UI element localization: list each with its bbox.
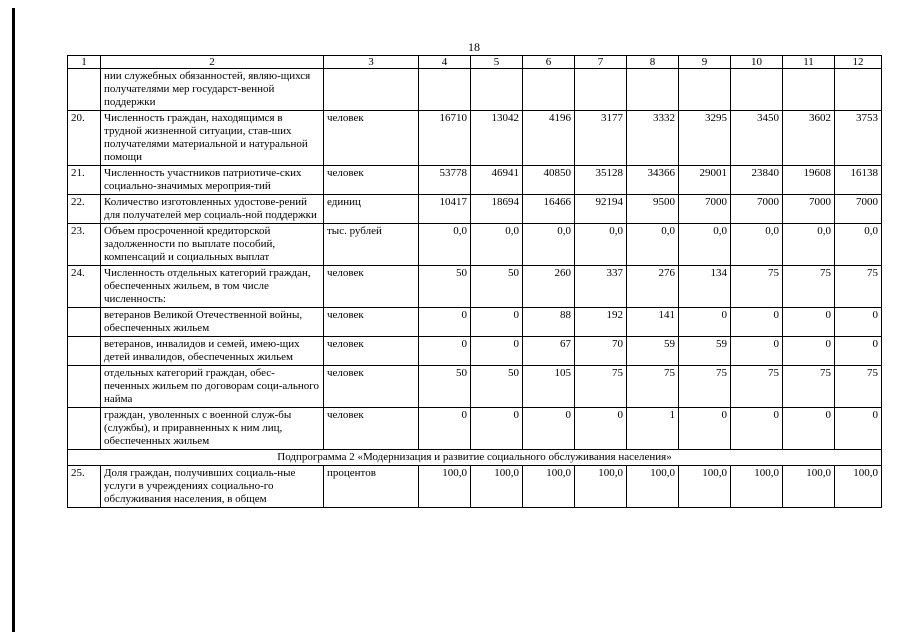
unit-cell: тыс. рублей: [324, 224, 419, 266]
header-cell: 8: [627, 56, 679, 69]
value-cell: 67: [523, 337, 575, 366]
value-cell: 0,0: [627, 224, 679, 266]
value-cell: 70: [575, 337, 627, 366]
value-cell: 46941: [471, 166, 523, 195]
value-cell: 23840: [731, 166, 783, 195]
table-row: [68, 408, 882, 450]
header-cell: 5: [471, 56, 523, 69]
value-cell: 0: [835, 337, 882, 366]
value-cell: 100,0: [835, 466, 882, 508]
value-cell: 7000: [783, 195, 835, 224]
value-cell: 75: [783, 366, 835, 408]
value-cell: 34366: [627, 166, 679, 195]
value-cell: 75: [835, 366, 882, 408]
value-cell: 75: [575, 366, 627, 408]
value-cell: 100,0: [419, 466, 471, 508]
row-number: [68, 308, 101, 337]
value-cell: [627, 69, 679, 111]
table-row: [68, 337, 882, 366]
table-row: [68, 69, 882, 111]
header-cell: 1: [68, 56, 101, 69]
value-cell: 0,0: [471, 224, 523, 266]
value-cell: 100,0: [523, 466, 575, 508]
value-cell: 0: [731, 337, 783, 366]
value-cell: 134: [679, 266, 731, 308]
indicator-name: Объем просроченной кредиторской задолженности по выплате пособий, компенсаций и социальных выплат: [101, 224, 324, 266]
subprogram-title: Подпрограмма 2 «Модернизация и развитие социального обслуживания населения»: [68, 450, 882, 466]
value-cell: 88: [523, 308, 575, 337]
value-cell: 276: [627, 266, 679, 308]
value-cell: 7000: [835, 195, 882, 224]
value-cell: 0,0: [523, 224, 575, 266]
header-cell: 2: [101, 56, 324, 69]
row-number: [68, 366, 101, 408]
row-number: 24.: [68, 266, 101, 308]
value-cell: 0,0: [679, 224, 731, 266]
row-number: 21.: [68, 166, 101, 195]
value-cell: 19608: [783, 166, 835, 195]
value-cell: 100,0: [731, 466, 783, 508]
table-row: [68, 224, 882, 266]
value-cell: 100,0: [575, 466, 627, 508]
unit-cell: [324, 69, 419, 111]
table-row: [68, 111, 882, 166]
value-cell: 13042: [471, 111, 523, 166]
value-cell: 0: [783, 308, 835, 337]
unit-cell: человек: [324, 337, 419, 366]
value-cell: 3177: [575, 111, 627, 166]
value-cell: [523, 69, 575, 111]
value-cell: 0: [419, 337, 471, 366]
value-cell: 75: [731, 266, 783, 308]
value-cell: [835, 69, 882, 111]
indicator-name: отдельных категорий граждан, обес-печенных жильем по договорам соци-ального найма: [101, 366, 324, 408]
unit-cell: человек: [324, 111, 419, 166]
header-cell: 10: [731, 56, 783, 69]
value-cell: 3295: [679, 111, 731, 166]
value-cell: 0: [419, 308, 471, 337]
table-header-row: [68, 56, 882, 69]
left-margin-bar: [12, 8, 15, 632]
value-cell: 260: [523, 266, 575, 308]
indicator-name: Численность участников патриотиче-ских социально-значимых мероприя-тий: [101, 166, 324, 195]
value-cell: 16466: [523, 195, 575, 224]
indicator-name: Численность граждан, находящимся в трудной жизненной ситуации, став-ших получателями материальной и натуральной помощи: [101, 111, 324, 166]
unit-cell: человек: [324, 408, 419, 450]
unit-cell: единиц: [324, 195, 419, 224]
row-number: 20.: [68, 111, 101, 166]
value-cell: 4196: [523, 111, 575, 166]
value-cell: 0: [783, 408, 835, 450]
value-cell: 0: [471, 308, 523, 337]
value-cell: 9500: [627, 195, 679, 224]
value-cell: 0: [471, 337, 523, 366]
table-row: [68, 266, 882, 308]
value-cell: 0,0: [783, 224, 835, 266]
row-number: [68, 337, 101, 366]
header-cell: 9: [679, 56, 731, 69]
value-cell: 35128: [575, 166, 627, 195]
value-cell: 1: [627, 408, 679, 450]
value-cell: 0,0: [731, 224, 783, 266]
table-row: [68, 308, 882, 337]
value-cell: 75: [627, 366, 679, 408]
header-cell: 3: [324, 56, 419, 69]
value-cell: 75: [679, 366, 731, 408]
value-cell: 0: [523, 408, 575, 450]
value-cell: 50: [471, 366, 523, 408]
value-cell: 50: [419, 266, 471, 308]
header-cell: 12: [835, 56, 882, 69]
unit-cell: процентов: [324, 466, 419, 508]
row-number: [68, 408, 101, 450]
row-number: 23.: [68, 224, 101, 266]
value-cell: 29001: [679, 166, 731, 195]
value-cell: [679, 69, 731, 111]
subprogram-row: [68, 450, 882, 466]
value-cell: 0,0: [419, 224, 471, 266]
indicator-name: Количество изготовленных удостове-рений для получателей мер социаль-ной поддержки: [101, 195, 324, 224]
value-cell: 53778: [419, 166, 471, 195]
value-cell: 0,0: [835, 224, 882, 266]
value-cell: 16710: [419, 111, 471, 166]
value-cell: 0: [783, 337, 835, 366]
value-cell: 7000: [679, 195, 731, 224]
indicator-name: нии служебных обязанностей, являю-щихся получателями мер государст-венной поддержки: [101, 69, 324, 111]
value-cell: 0: [731, 408, 783, 450]
value-cell: 100,0: [627, 466, 679, 508]
table-row: [68, 366, 882, 408]
page-number: 18: [468, 40, 480, 54]
indicator-name: Численность отдельных категорий граждан, обеспеченных жильем, в том числе численность:: [101, 266, 324, 308]
header-cell: 6: [523, 56, 575, 69]
indicator-name: ветеранов Великой Отечественной войны, обеспеченных жильем: [101, 308, 324, 337]
value-cell: 18694: [471, 195, 523, 224]
row-number: [68, 69, 101, 111]
header-cell: 7: [575, 56, 627, 69]
value-cell: 0: [575, 408, 627, 450]
unit-cell: человек: [324, 266, 419, 308]
value-cell: 3450: [731, 111, 783, 166]
value-cell: 59: [627, 337, 679, 366]
value-cell: [575, 69, 627, 111]
value-cell: 75: [731, 366, 783, 408]
value-cell: 3332: [627, 111, 679, 166]
value-cell: 100,0: [471, 466, 523, 508]
value-cell: 40850: [523, 166, 575, 195]
value-cell: 92194: [575, 195, 627, 224]
value-cell: 75: [783, 266, 835, 308]
value-cell: 192: [575, 308, 627, 337]
value-cell: 100,0: [679, 466, 731, 508]
value-cell: 3753: [835, 111, 882, 166]
unit-cell: человек: [324, 366, 419, 408]
value-cell: 16138: [835, 166, 882, 195]
unit-cell: человек: [324, 166, 419, 195]
value-cell: 0,0: [575, 224, 627, 266]
value-cell: 0: [835, 308, 882, 337]
value-cell: 50: [471, 266, 523, 308]
value-cell: [783, 69, 835, 111]
value-cell: 100,0: [783, 466, 835, 508]
value-cell: [471, 69, 523, 111]
value-cell: 59: [679, 337, 731, 366]
indicator-name: ветеранов, инвалидов и семей, имею-щих детей инвалидов, обеспеченных жильем: [101, 337, 324, 366]
value-cell: 337: [575, 266, 627, 308]
indicator-name: граждан, уволенных с военной служ-бы (службы), и приравненных к ним лиц, обеспеченных жильем: [101, 408, 324, 450]
row-number: 22.: [68, 195, 101, 224]
value-cell: 0: [471, 408, 523, 450]
value-cell: 0: [419, 408, 471, 450]
value-cell: 0: [679, 408, 731, 450]
value-cell: 0: [835, 408, 882, 450]
value-cell: 50: [419, 366, 471, 408]
table-row: [68, 195, 882, 224]
value-cell: [731, 69, 783, 111]
indicator-name: Доля граждан, получивших социаль-ные услуги в учреждениях социально-го обслуживания населения, в общем: [101, 466, 324, 508]
value-cell: 0: [679, 308, 731, 337]
indicators-table: [67, 55, 882, 508]
value-cell: 105: [523, 366, 575, 408]
value-cell: 75: [835, 266, 882, 308]
value-cell: 0: [731, 308, 783, 337]
value-cell: 3602: [783, 111, 835, 166]
value-cell: [419, 69, 471, 111]
value-cell: 7000: [731, 195, 783, 224]
unit-cell: человек: [324, 308, 419, 337]
table-row: [68, 166, 882, 195]
row-number: 25.: [68, 466, 101, 508]
table-row: [68, 466, 882, 508]
value-cell: 10417: [419, 195, 471, 224]
header-cell: 11: [783, 56, 835, 69]
header-cell: 4: [419, 56, 471, 69]
value-cell: 141: [627, 308, 679, 337]
